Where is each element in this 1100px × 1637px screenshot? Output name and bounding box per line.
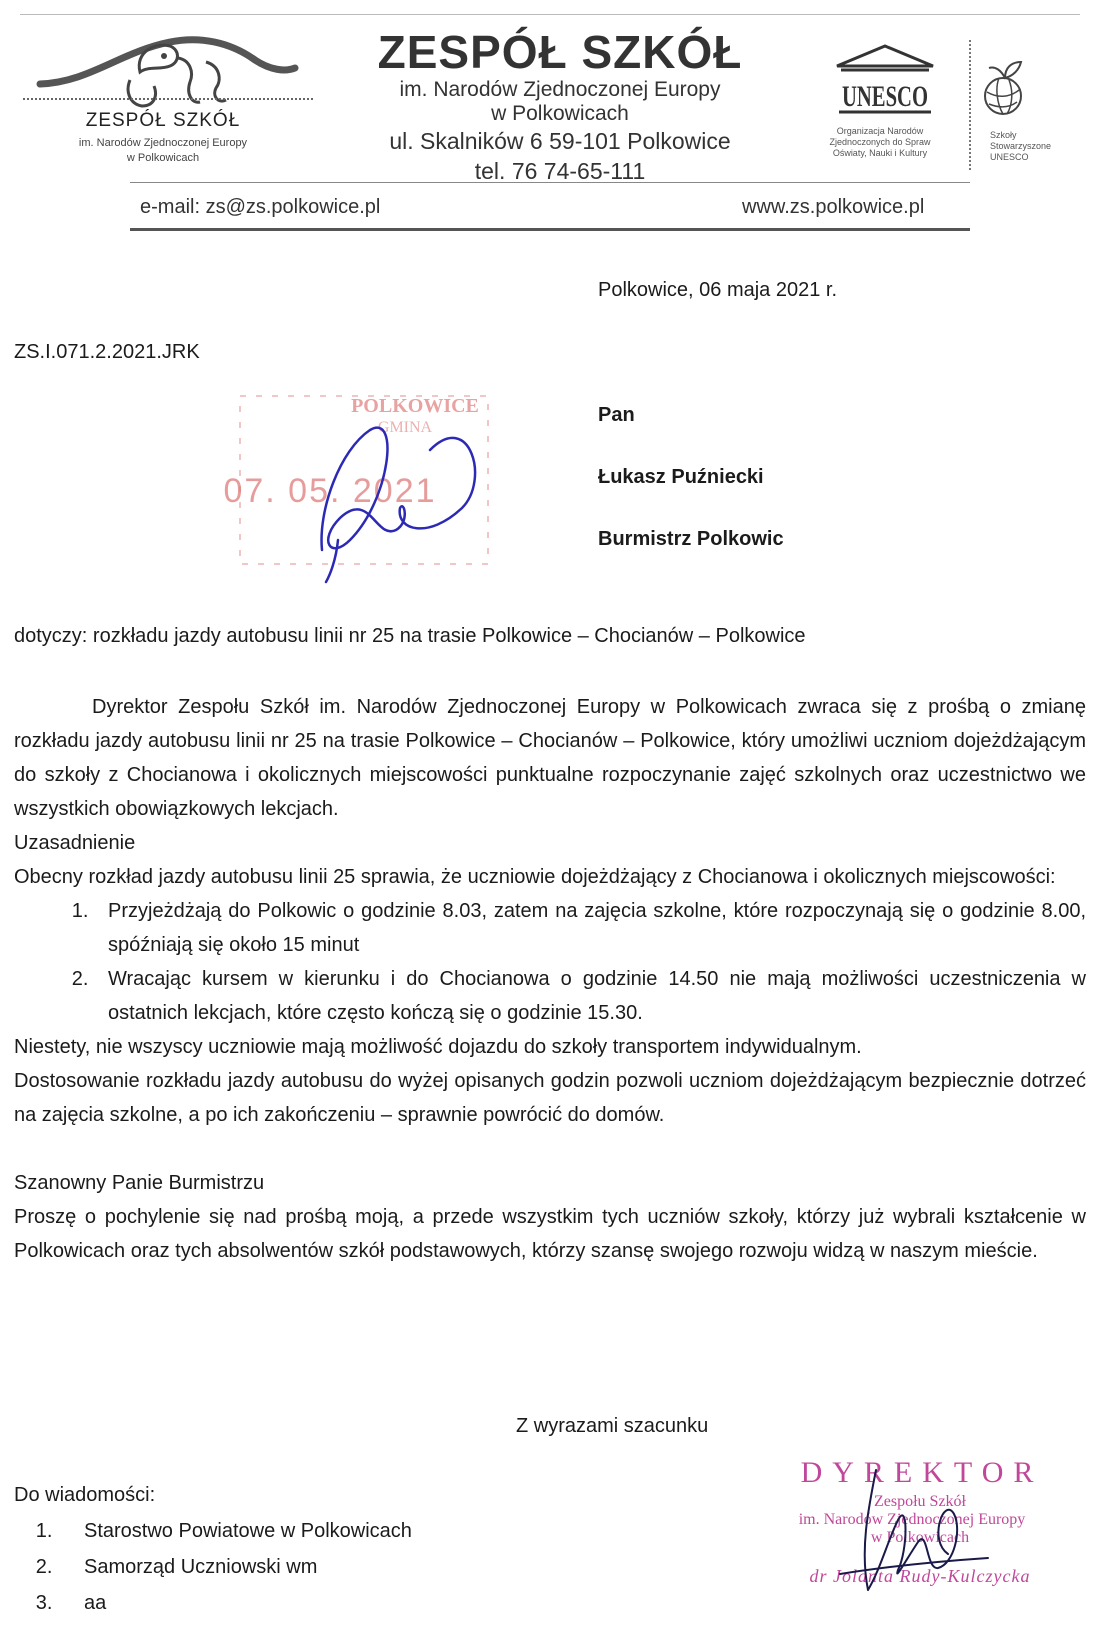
school-address: ul. Skalników 6 59-101 Polkowice — [389, 128, 731, 154]
recipient-name: Łukasz Puźniecki — [598, 466, 764, 488]
cc-list — [14, 1513, 614, 1621]
unesco-schools-globe-icon — [975, 58, 1035, 118]
body-paragraph: Dyrektor Zespołu Szkół im. Narodów Zjednoczonej Europy w Polkowicach zwraca się z prośbą o zmianę rozkładu jazdy autobusu linii nr 25 na trasie Polkowice – Chocianów – Polkowice, który umożliwi uczniom dojeżdżającym do szkoły z Chocianowa i okolicznych miejscowości punktualne rozpoczynanie zajęć szkolnych oraz uczestnictwo we wszystkich obowiązkowych lekcjach. — [14, 696, 1086, 820]
school-website: www.zs.polkowice.pl — [742, 196, 925, 218]
logo-title: ZESPÓŁ SZKÓŁ — [85, 110, 241, 131]
cc-section — [14, 1477, 614, 1621]
director-signature — [748, 1450, 1078, 1610]
received-stamp-top: POLKOWICE — [351, 395, 479, 417]
letter-date: Polkowice, 06 maja 2021 r. — [598, 279, 838, 301]
unesco-temple-icon — [835, 44, 935, 116]
schools-caption-line1: Szkoły — [990, 130, 1017, 140]
schools-caption — [990, 130, 1070, 163]
logo-underline — [23, 98, 313, 100]
body-paragraph: Dostosowanie rozkładu jazdy autobusu do wyżej opisanych godzin pozwoli uczniom dojeżdżającym bezpiecznie dotrzeć na zajęcia szkolne, a po ich zakończeniu – sprawnie powrócić do domów. — [14, 1070, 1086, 1126]
logo-subtitle-line1: im. Narodów Zjednoczonej Europy — [78, 137, 248, 149]
logo-subtitle-line2: w Polkowicach — [126, 152, 200, 164]
justification-list — [14, 894, 1086, 1030]
school-phone: tel. 76 74-65-111 — [474, 158, 646, 184]
list-item: 2. Wracając kursem w kierunku i do Chocianowa o godzinie 14.50 nie mają możliwości uczestniczenia w ostatnich lekcjach, które często kończą się o godzinie 15.30. — [94, 962, 1086, 1030]
body-paragraph: Obecny rozkład jazdy autobusu linii 25 sprawia, że uczniowie dojeżdżający z Chocianowa i okolicznych miejscowości: — [14, 866, 1056, 888]
unesco-caption-line2: Zjednoczonych do Spraw — [829, 137, 931, 147]
unesco-word: UNESCO — [842, 80, 928, 113]
director-stamp-title: DYREKTOR — [800, 1456, 1044, 1489]
list-item: 1. Przyjeżdżają do Polkowic o godzinie 8.03, zatem na zajęcia szkolne, które rozpoczynają się o godzinie 8.00, spóźniają się około 15 minut — [94, 894, 1086, 962]
received-stamp-date: 07. 05. 2021 — [223, 472, 437, 510]
paragraph-gap — [14, 1132, 1086, 1166]
director-name: dr Jolanta Rudy-Kulczycka — [809, 1566, 1031, 1586]
body-paragraph: Niestety, nie wszyscy uczniowie mają możliwość dojazdu do szkoły transportem indywidualnym. — [14, 1036, 862, 1058]
cc-heading: Do wiadomości: — [14, 1484, 156, 1506]
schools-caption-line3: UNESCO — [990, 152, 1029, 162]
director-stamp-line3: w Polkowicach — [870, 1529, 970, 1546]
body-paragraph: Proszę o pochylenie się nad prośbą moją, a przede wszystkim tych uczniów szkoły, którzy już wybrali kształcenie w Polkowicach oraz tych absolwentów szkół podstawowych, którzy szansę swojego rozwoju widzą w naszym mieście. — [14, 1206, 1086, 1262]
unesco-caption-line1: Organizacja Narodów — [836, 126, 924, 136]
director-stamp-line2: im. Narodów Zjednoczonej Europy — [798, 1511, 1026, 1528]
school-patron: im. Narodów Zjednoczonej Europy — [399, 78, 721, 101]
letterhead-rule-bottom — [130, 228, 970, 231]
school-city: w Polkowicach — [491, 102, 629, 125]
closing-phrase: Z wyrazami szacunku — [516, 1415, 709, 1437]
school-name: ZESPÓŁ SZKÓŁ — [377, 26, 743, 78]
top-rule — [20, 14, 1080, 15]
logo-subtitle — [28, 136, 298, 166]
letterhead-main — [310, 26, 810, 186]
unesco-caption-line3: Oświaty, Nauki i Kultury — [832, 148, 928, 158]
letter-body — [14, 690, 1086, 1268]
recipient-title: Burmistrz Polkowic — [598, 528, 784, 550]
letterhead-rule-top — [130, 182, 970, 183]
received-stamp-partial: GMINA — [377, 419, 433, 436]
school-email: e-mail: zs@zs.polkowice.pl — [140, 196, 381, 218]
letter-subject: dotyczy: rozkładu jazdy autobusu linii nr 25 na trasie Polkowice – Chocianów – Polkowice — [14, 625, 806, 647]
list-item: 3. aa — [58, 1585, 614, 1621]
list-item: 2. Samorząd Uczniowski wm — [58, 1549, 614, 1585]
address-line: Szanowny Panie Burmistrzu — [14, 1172, 265, 1194]
reference-number: ZS.I.071.2.2021.JRK — [14, 341, 200, 363]
justification-heading: Uzasadnienie — [14, 832, 136, 854]
recipient-salutation: Pan — [598, 404, 635, 426]
received-stamp — [200, 390, 500, 600]
director-stamp-line1: Zespołu Szkół — [874, 1493, 966, 1510]
list-item: 1. Starostwo Powiatowe w Polkowicach — [58, 1513, 614, 1549]
unesco-caption — [800, 126, 960, 159]
logo-divider — [969, 40, 971, 170]
schools-caption-line2: Stowarzyszone — [990, 141, 1052, 151]
